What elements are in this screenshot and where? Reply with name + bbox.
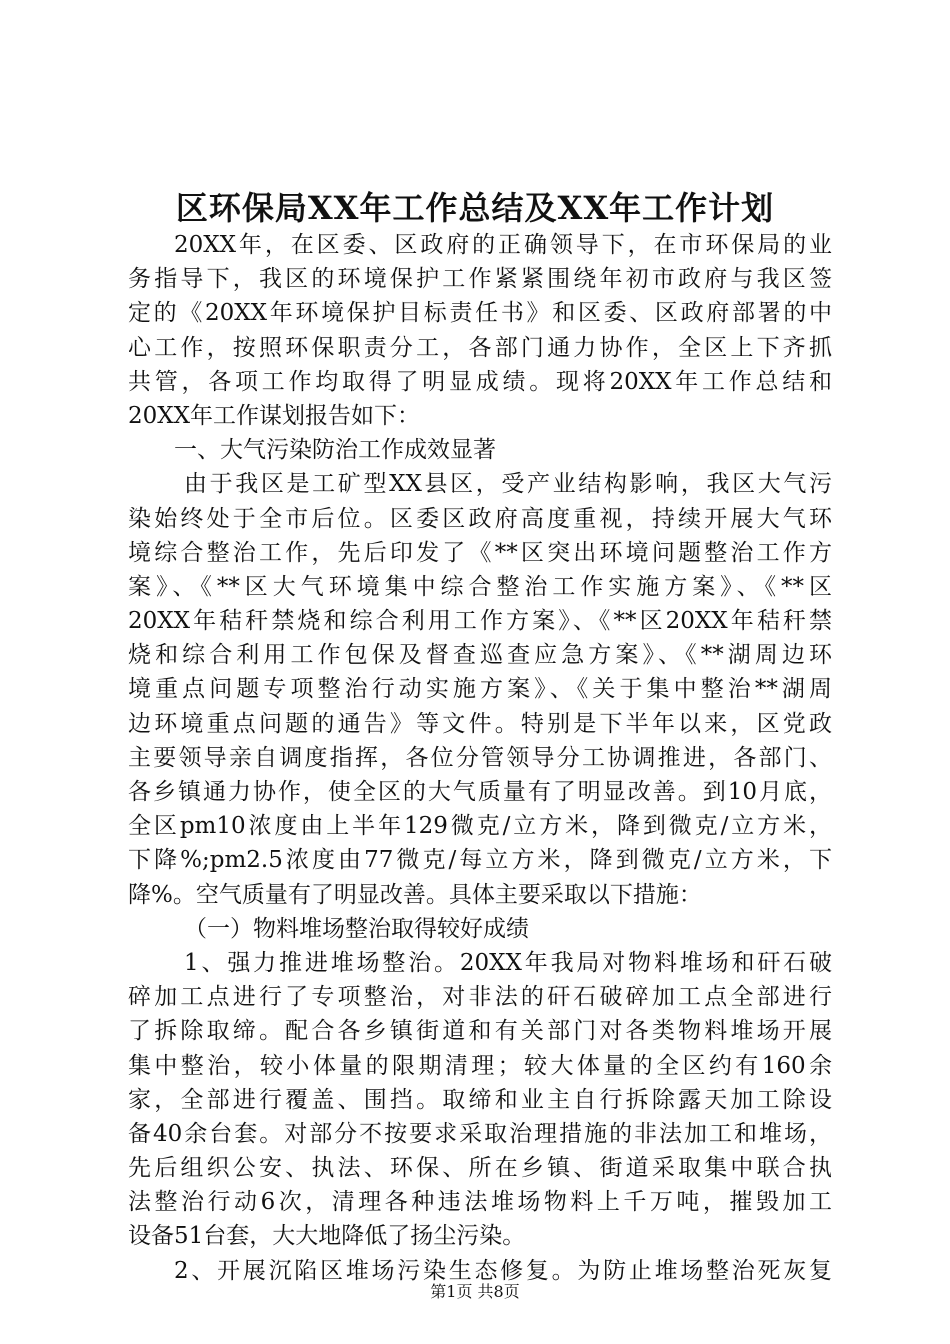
body-line: 定的《20XX年环境保护目标责任书》和区委、区政府部署的中 bbox=[128, 300, 832, 327]
body-line: 法整治行动6次，清理各种违法堆场物料上千万吨，摧毁加工 bbox=[128, 1189, 832, 1216]
body-line: 心工作，按照环保职责分工，各部门通力协作，全区上下齐抓 bbox=[128, 334, 832, 361]
body-line: 务指导下，我区的环境保护工作紧紧围绕年初市政府与我区签 bbox=[128, 266, 832, 293]
body-line: 降%。空气质量有了明显改善。具体主要采取以下措施： bbox=[128, 881, 702, 908]
body-line: 案》、《**区大气环境集中综合整治工作实施方案》、《**区 bbox=[128, 573, 832, 600]
body-line: 2、开展沉陷区堆场污染生态修复。为防止堆场整治死灰复 bbox=[174, 1257, 832, 1284]
body-line: 20XX年工作谋划报告如下： bbox=[128, 402, 421, 429]
body-line: 境综合整治工作，先后印发了《**区突出环境问题整治工作方 bbox=[128, 539, 832, 566]
body-line: 染始终处于全市后位。区委区政府高度重视，持续开展大气环 bbox=[128, 505, 832, 532]
document-body bbox=[128, 228, 832, 1288]
body-line: 全区pm10浓度由上半年129微克/立方米，降到微克/立方米， bbox=[128, 813, 832, 840]
body-line: 一、大气污染防治工作成效显著 bbox=[174, 437, 496, 464]
body-line: 碎加工点进行了专项整治，对非法的矸石破碎加工点全部进行 bbox=[128, 984, 832, 1011]
body-line: 共管，各项工作均取得了明显成绩。现将20XX年工作总结和 bbox=[128, 368, 832, 395]
body-line: 先后组织公安、执法、环保、所在乡镇、街道采取集中联合执 bbox=[128, 1155, 832, 1182]
body-line: 下降%;pm2.5浓度由77微克/每立方米，降到微克/立方米，下 bbox=[128, 847, 832, 874]
body-line: 由于我区是工矿型XX县区，受产业结构影响，我区大气污 bbox=[184, 471, 832, 498]
body-line: 20XX年秸秆禁烧和综合利用工作方案》、《**区20XX年秸秆禁 bbox=[128, 608, 832, 635]
document-title: 区环保局XX年工作总结及XX年工作计划 bbox=[175, 189, 775, 227]
body-line: 边环境重点问题的通告》等文件。特别是下半年以来，区党政 bbox=[128, 710, 832, 737]
body-line: 主要领导亲自调度指挥，各位分管领导分工协调推进，各部门、 bbox=[128, 744, 832, 771]
body-line: 1、强力推进堆场整治。20XX年我局对物料堆场和矸石破 bbox=[184, 949, 832, 976]
body-line: 了拆除取缔。配合各乡镇街道和有关部门对各类物料堆场开展 bbox=[128, 1018, 832, 1045]
body-line: 境重点问题专项整治行动实施方案》、《关于集中整治**湖周 bbox=[128, 676, 832, 703]
body-line: 20XX年，在区委、区政府的正确领导下，在市环保局的业 bbox=[174, 232, 832, 258]
body-line: 设备51台套，大大地降低了扬尘污染。 bbox=[128, 1223, 526, 1250]
body-line: 各乡镇通力协作，使全区的大气质量有了明显改善。到10月底， bbox=[128, 779, 832, 805]
body-line: 烧和综合利用工作包保及督查巡查应急方案》、《**湖周边环 bbox=[128, 642, 832, 669]
body-line: （一）物料堆场整治取得较好成绩 bbox=[184, 915, 529, 942]
body-line: 家，全部进行覆盖、围挡。取缔和业主自行拆除露天加工除设 bbox=[128, 1086, 832, 1113]
body-line: 备40余台套。对部分不按要求采取治理措施的非法加工和堆场， bbox=[128, 1120, 832, 1147]
body-line: 集中整治，较小体量的限期清理；较大体量的全区约有160余 bbox=[128, 1052, 832, 1079]
page-footer: 第1页 共8页 bbox=[430, 1282, 520, 1301]
